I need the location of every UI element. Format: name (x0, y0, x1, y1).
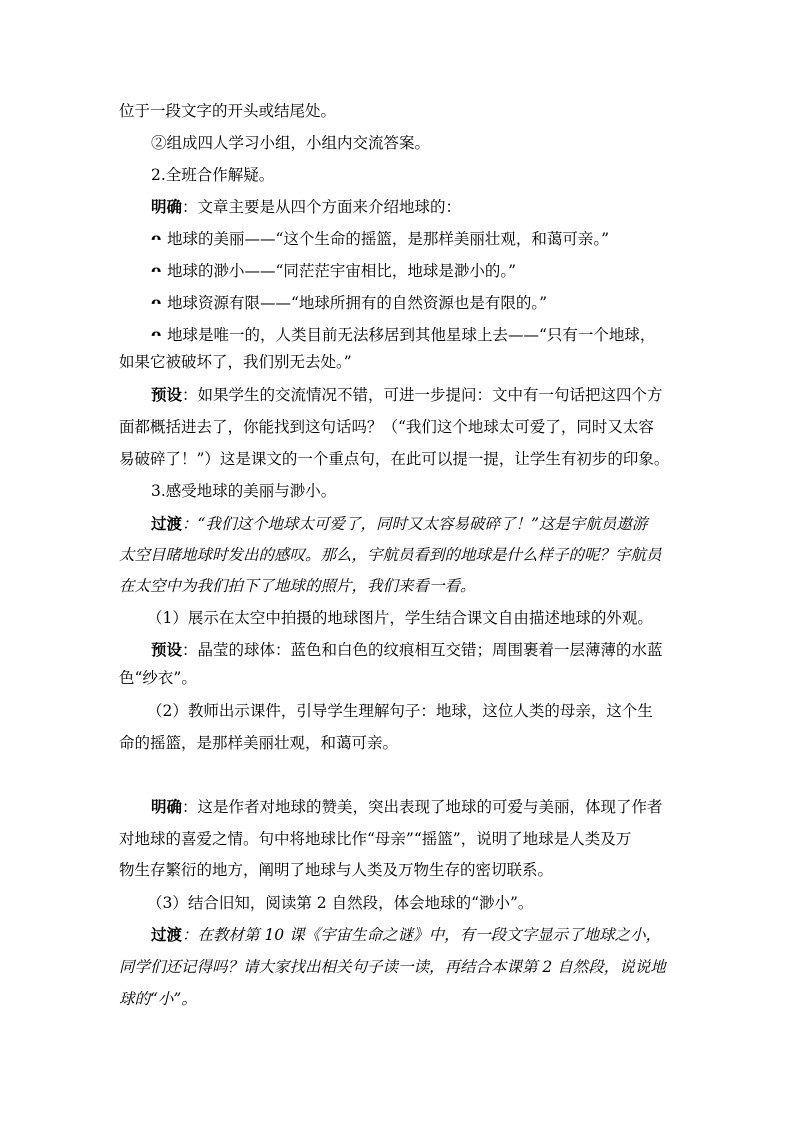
bullet-text: 地球是唯一的，人类目前无法移居到其他星球上去——“只有一个地球， (167, 326, 656, 344)
paragraph-text: ：文章主要是从四个方面来介绍地球的： (182, 198, 462, 216)
paragraph-line: 面都概括进去了，你能找到这句话吗？（“我们这个地球太可爱了，同时又太容 (119, 418, 654, 436)
paragraph-line: （1）展示在太空中拍摄的地球图片，学生结合课文自由描述地球的外观。 (147, 609, 653, 627)
paragraph-line (151, 197, 461, 219)
paragraph-line: 易破碎了！”）这是课文的一个重点句，在此可以提一提，让学生有初步的印象。 (119, 450, 670, 468)
paragraph-text: ：如果学生的交流情况不错，可进一步提问：文中有一句话把这四个方 (182, 386, 663, 404)
bullet-text: 地球的渺小——“同茫茫宇宙相比，地球是渺小的。” (167, 262, 517, 280)
paragraph-line: （3）结合旧知，阅读第 2 自然段，体会地球的“渺小”。 (147, 894, 534, 912)
paragraph-line (151, 640, 663, 662)
section-heading: 2.全班合作解疑。 (151, 166, 275, 184)
paragraph-line: 对地球的喜爱之情。句中将地球比作“母亲”“摇篮”，说明了地球是人类及万 (119, 830, 632, 848)
paragraph-line: 如果它被破坏了，我们别无去处。” (119, 353, 352, 371)
section-heading: 3.感受地球的美丽与渺小。 (151, 482, 337, 500)
paragraph-text: ：“我们这个地球太可爱了，同时又太容易破碎了！”这是宇航员遨游 (182, 515, 648, 533)
clarify-label: 明确 (151, 197, 183, 216)
bullet-item (151, 261, 516, 283)
paragraph-line: 同学们还记得吗？请大家找出相关句子读一读，再结合本课第 2 自然段，说说地 (119, 958, 666, 976)
paragraph-line (151, 514, 647, 536)
paragraph-text: ：这是作者对地球的赞美，突出表现了地球的可爱与美丽，体现了作者 (182, 798, 663, 816)
paragraph-line: 球的“小”。 (119, 990, 197, 1008)
bullet-icon: ᴖ (151, 261, 162, 280)
paragraph-text: ：晶莹的球体：蓝色和白色的纹痕相互交错；周围裹着一层薄薄的水蓝 (182, 641, 663, 659)
bullet-text: 地球资源有限——“地球所拥有的自然资源也是有限的。” (167, 294, 548, 312)
paragraph-line (151, 925, 661, 947)
paragraph-line: 位于一段文字的开头或结尾处。 (119, 102, 337, 120)
paragraph-line (151, 797, 663, 819)
paragraph-text: ：在教材第 10 课《宇宙生命之谜》中，有一段文字显示了地球之小， (182, 926, 662, 944)
paragraph-line: 物生存繁衍的地方，阐明了地球与人类及万物生存的密切联系。 (119, 861, 554, 879)
preset-label: 预设 (151, 640, 183, 659)
paragraph-line: （2）教师出示课件，引导学生理解句子：地球，这位人类的母亲，这个生 (147, 702, 653, 720)
paragraph-line: 在太空中为我们拍下了地球的照片，我们来看一看。 (119, 577, 476, 595)
paragraph-line: 命的摇篮，是那样美丽壮观，和蔼可亲。 (119, 734, 399, 752)
bullet-item (151, 229, 609, 251)
transition-label: 过渡 (151, 514, 183, 533)
bullet-item (151, 293, 547, 315)
paragraph-line: ②组成四人学习小组，小组内交流答案。 (151, 134, 431, 152)
transition-label: 过渡 (151, 925, 183, 944)
bullet-text: 地球的美丽——“这个生命的摇篮，是那样美丽壮观，和蔼可亲。” (167, 230, 610, 248)
bullet-icon: ᴖ (151, 229, 162, 248)
bullet-item (151, 325, 655, 347)
preset-label: 预设 (151, 385, 183, 404)
paragraph-line: 色“纱衣”。 (119, 669, 197, 687)
bullet-icon: ᴖ (151, 293, 162, 312)
bullet-icon: ᴖ (151, 325, 162, 344)
paragraph-line: 太空目睹地球时发出的感叹。那么，宇航员看到的地球是什么样子的呢？宇航员 (119, 546, 662, 564)
clarify-label: 明确 (151, 797, 183, 816)
paragraph-line (151, 385, 663, 407)
